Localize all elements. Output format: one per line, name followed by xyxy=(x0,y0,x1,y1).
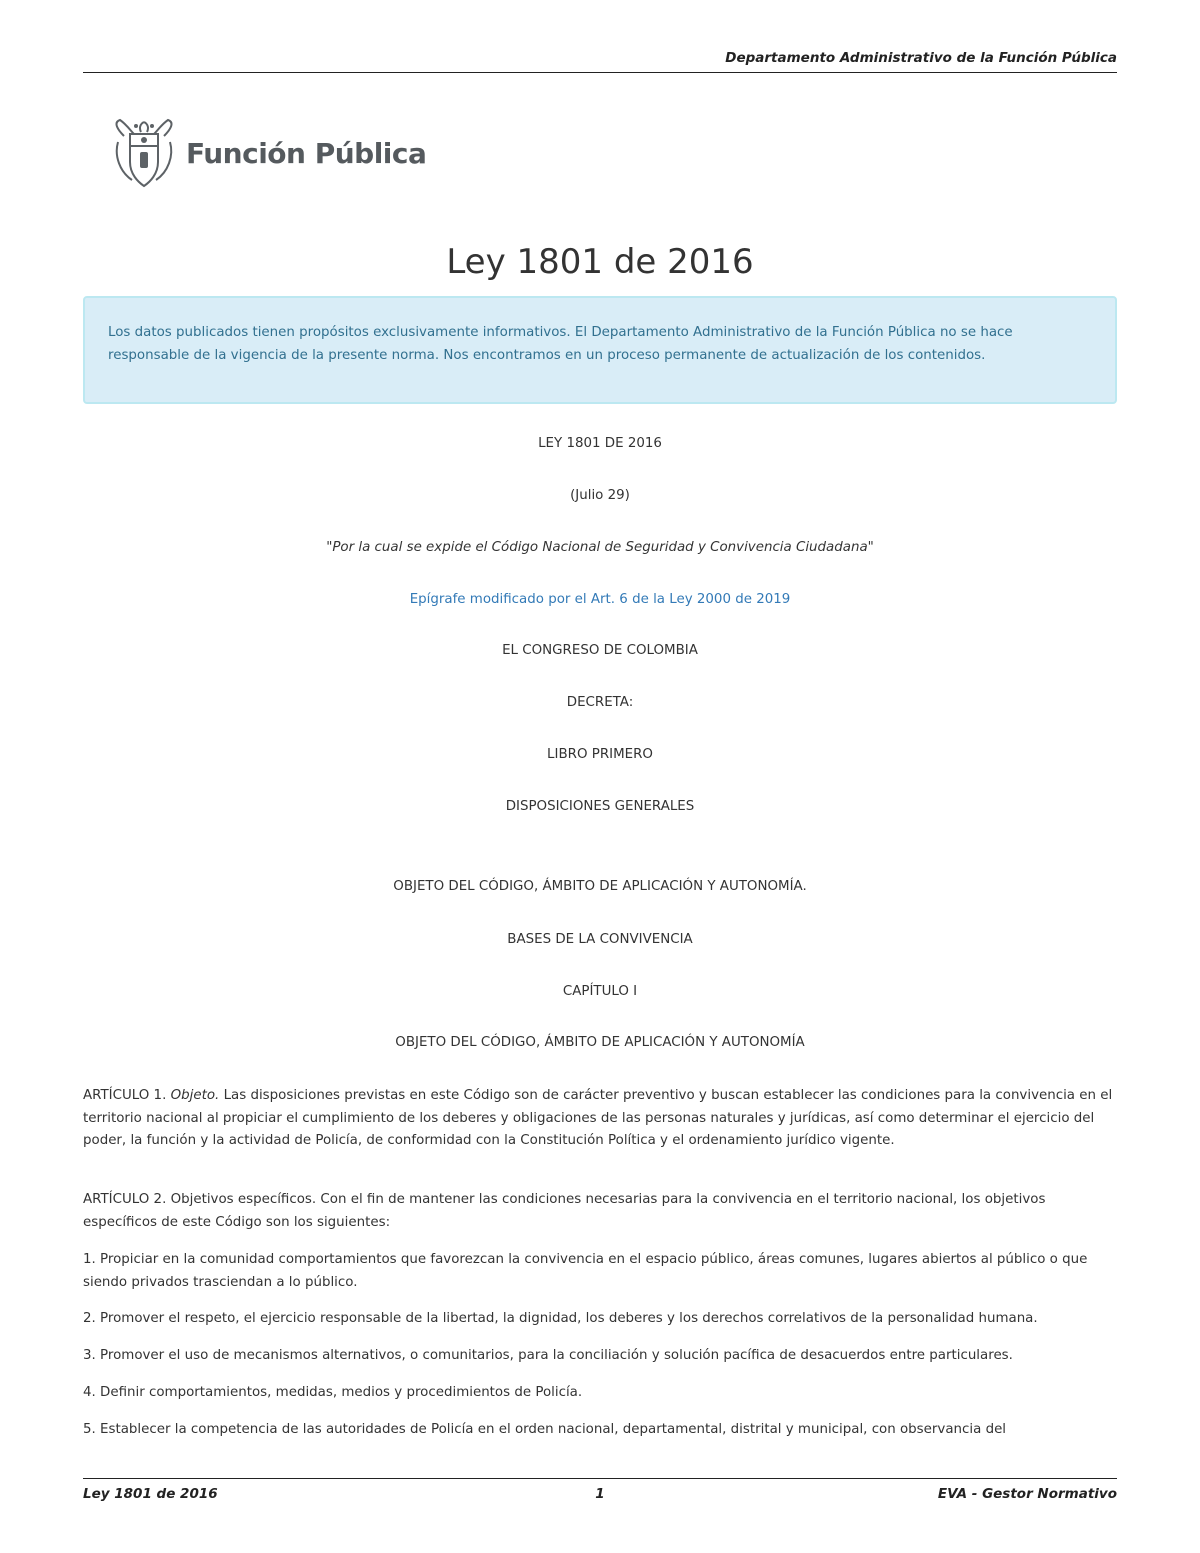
page-title: Ley 1801 de 2016 xyxy=(446,242,754,282)
decreta-heading: DECRETA: xyxy=(566,695,634,710)
congress-heading: EL CONGRESO DE COLOMBIA xyxy=(502,643,698,658)
law-title: LEY 1801 DE 2016 xyxy=(538,436,662,451)
list-item: 2. Promover el respeto, el ejercicio responsable de la libertad, la dignidad, los deberes y los derechos correlativos de la personalidad humana. xyxy=(83,1311,1038,1326)
page-number: 1 xyxy=(595,1486,605,1502)
bases-heading: BASES DE LA CONVIVENCIA xyxy=(507,932,693,947)
objeto-heading: OBJETO DEL CÓDIGO, ÁMBITO DE APLICACIÓN Y AUTONOMÍA. xyxy=(393,879,807,894)
article-1-label: ARTÍCULO 1. xyxy=(83,1088,167,1103)
article-1 xyxy=(83,1085,1117,1153)
capitulo-heading: CAPÍTULO I xyxy=(562,984,638,999)
footer-source: EVA - Gestor Normativo xyxy=(937,1486,1117,1502)
coat-of-arms-icon xyxy=(110,116,178,190)
disclaimer-notice: Los datos publicados tienen propósitos exclusivamente informativos. El Departamento Administrativo de la Función Pública no se hace responsable de la vigencia de la presente norma. Nos encontramos en un proceso permanente de actualización de los contenidos. xyxy=(83,296,1117,404)
article-1-text: Las disposiciones previstas en este Código son de carácter preventivo y buscan establecer las condiciones para la convivencia en el territorio nacional al propiciar el cumplimiento de los deberes y obligaciones de las personas naturales y jurídicas, así como determinar el ejercicio del poder, la función y la actividad de Policía, de conformidad con la Constitución Política y el ordenamiento jurídico vigente. xyxy=(83,1088,1113,1148)
law-date: (Julio 29) xyxy=(570,488,630,503)
list-item: 5. Establecer la competencia de las autoridades de Policía en el orden nacional, departamental, distrital y municipal, con observancia del xyxy=(83,1422,1007,1437)
page-footer xyxy=(83,1478,1117,1502)
objeto-heading-2: OBJETO DEL CÓDIGO, ÁMBITO DE APLICACIÓN Y AUTONOMÍA xyxy=(395,1035,805,1050)
list-item: 3. Promover el uso de mecanismos alternativos, o comunitarios, para la conciliación y solución pacífica de desacuerdos entre particulares. xyxy=(83,1348,1013,1363)
function-publica-logo xyxy=(110,116,426,190)
list-item: 4. Definir comportamientos, medidas, medios y procedimientos de Policía. xyxy=(83,1385,583,1400)
disposiciones-heading: DISPOSICIONES GENERALES xyxy=(505,799,695,814)
logo-text: Función Pública xyxy=(186,136,427,170)
article-2: ARTÍCULO 2. Objetivos específicos. Con el fin de mantener las condiciones necesarias para la convivencia en el territorio nacional, los objetivos específicos de este Código son los siguientes: xyxy=(83,1192,1046,1230)
epigraph-modification-link[interactable]: Epígrafe modificado por el Art. 6 de la Ley 2000 de 2019 xyxy=(409,592,791,607)
article-1-title: Objeto. xyxy=(170,1088,220,1103)
law-epigraph: "Por la cual se expide el Código Nacional de Seguridad y Convivencia Ciudadana" xyxy=(326,540,874,555)
list-item: 1. Propiciar en la comunidad comportamientos que favorezcan la convivencia en el espacio público, áreas comunes, lugares abiertos al público o que siendo privados trasciendan a lo público. xyxy=(83,1252,1088,1290)
page-header: Departamento Administrativo de la Función Pública xyxy=(83,50,1117,73)
footer-law-name: Ley 1801 de 2016 xyxy=(83,1486,218,1502)
libro-heading: LIBRO PRIMERO xyxy=(547,747,653,762)
